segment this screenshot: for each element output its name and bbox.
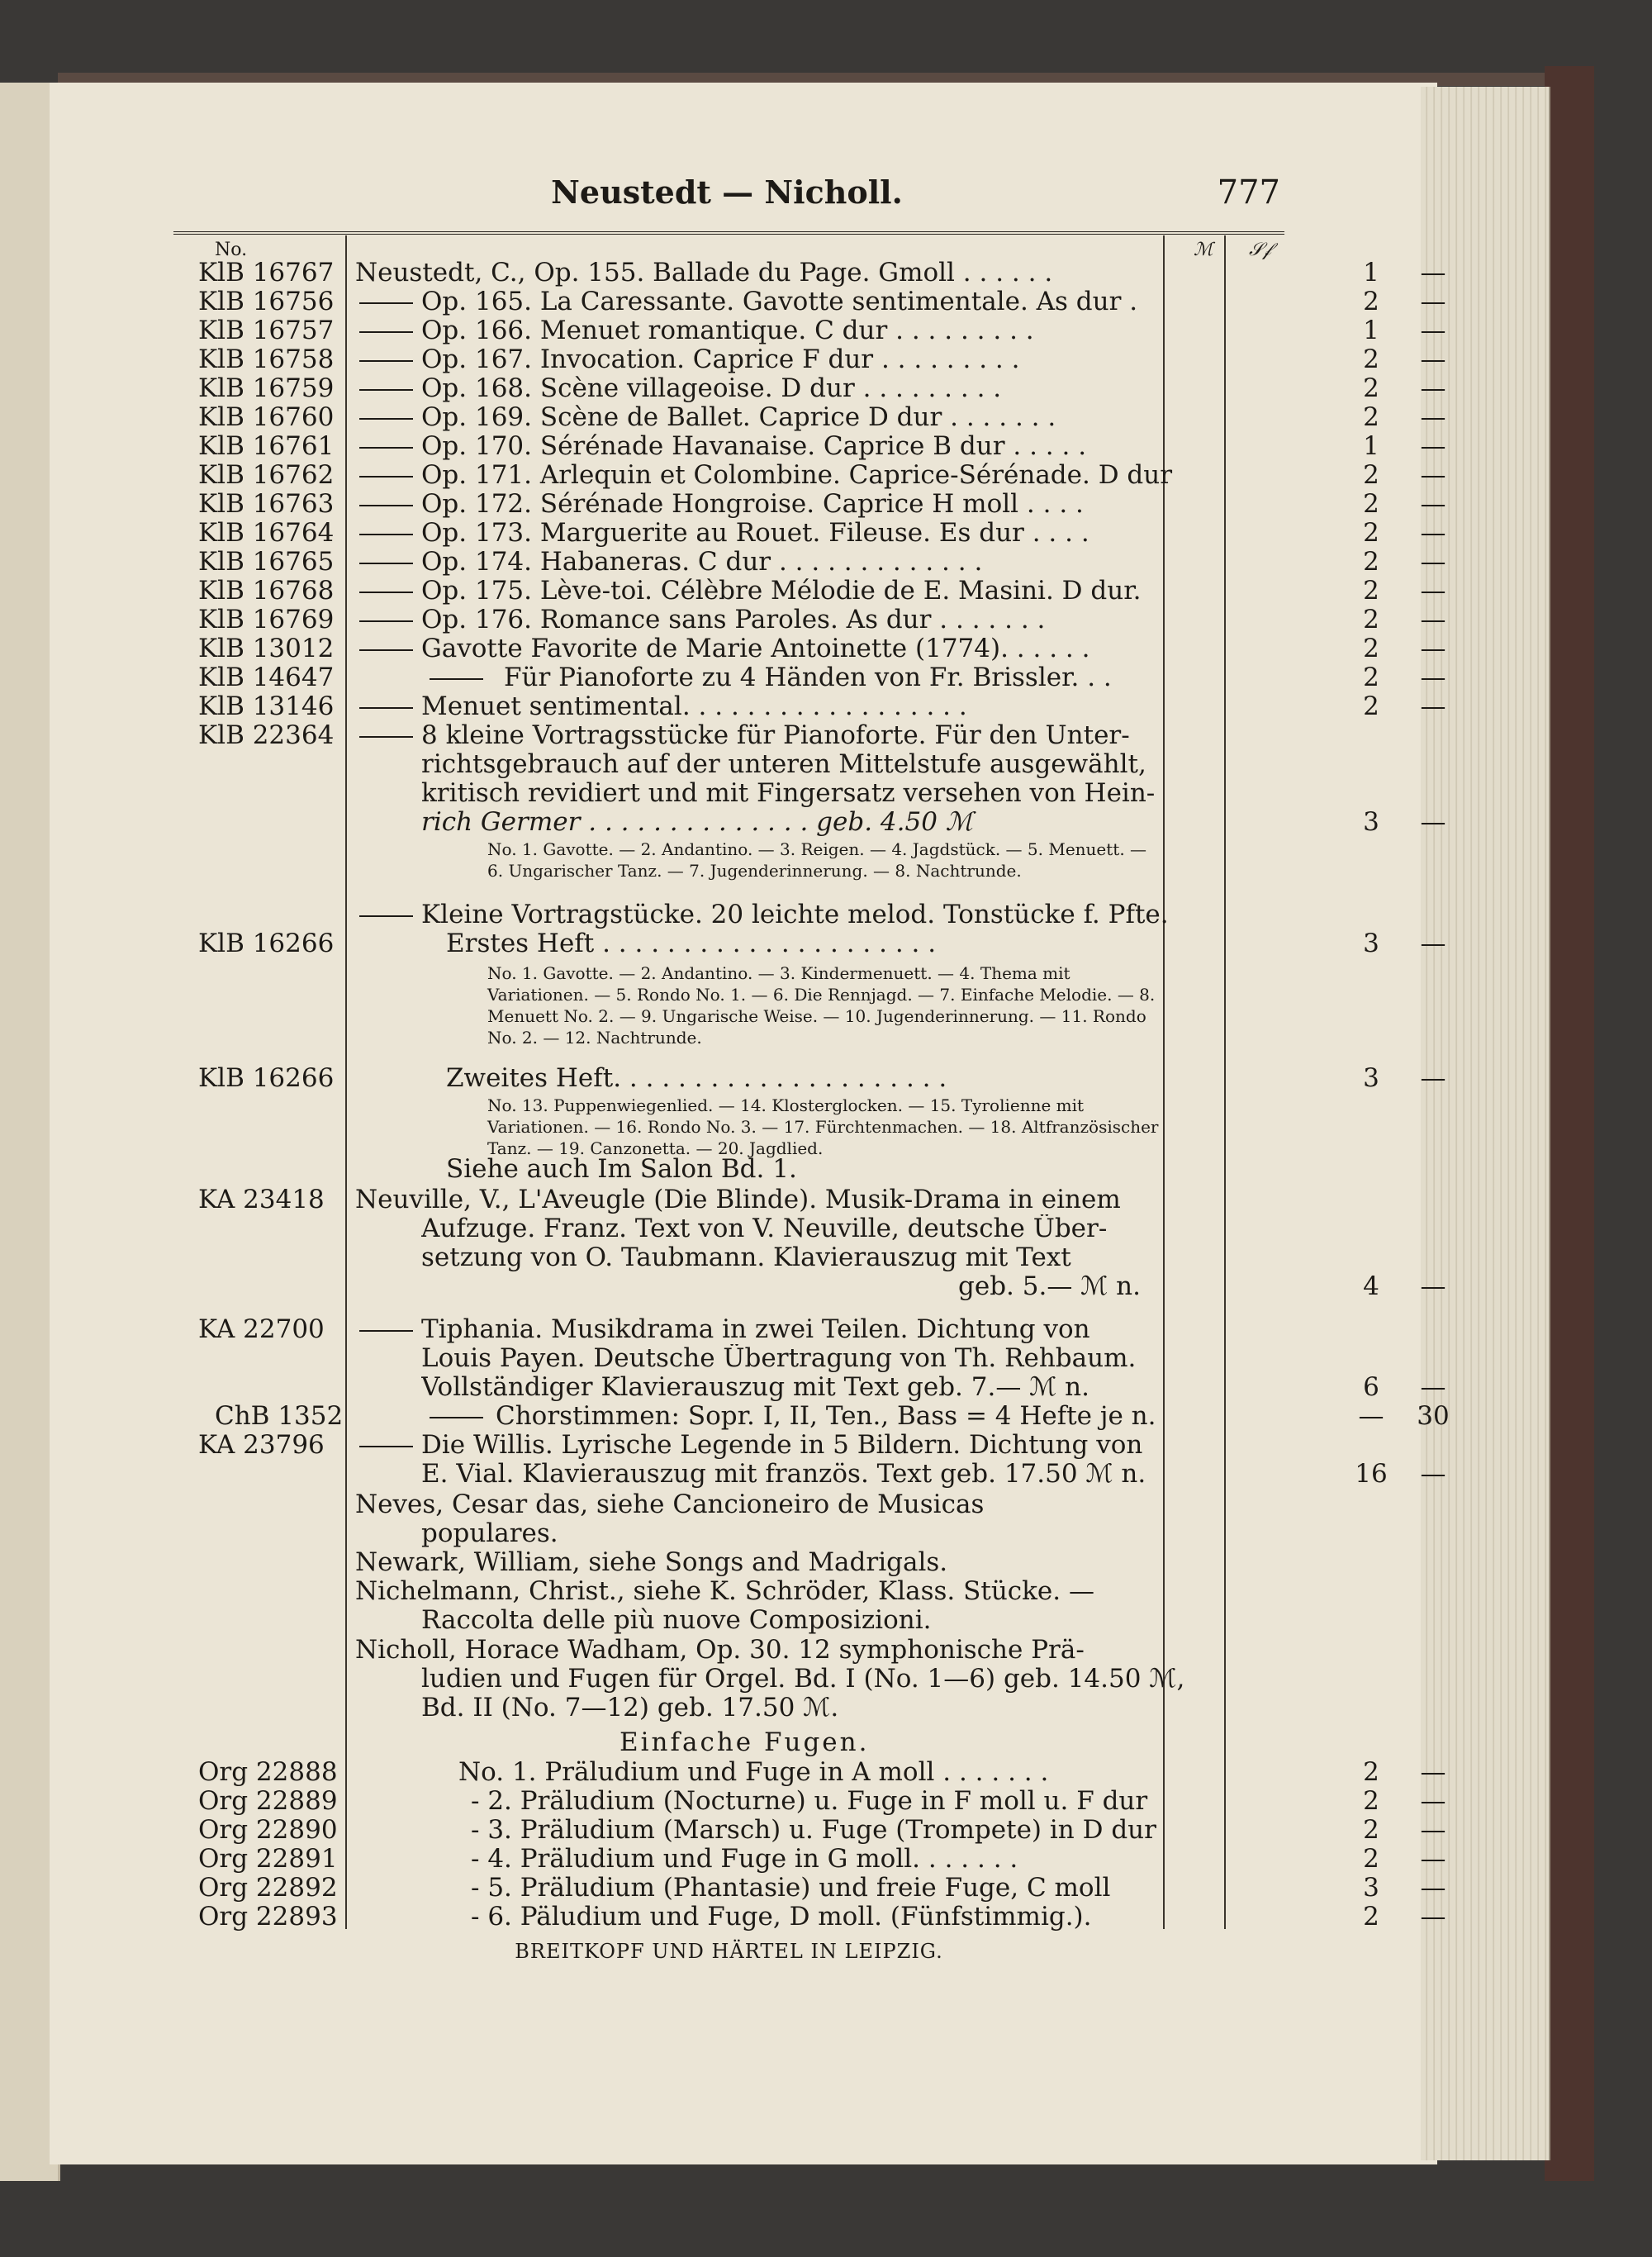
entry-text: rich Germer . . . . . . . . . . . . . . geb. 4.50 ℳ bbox=[421, 808, 973, 837]
entry-text: Op. 168. Scène villageoise. D dur . . . . . . . . . bbox=[421, 374, 1002, 403]
catalog-number: KA 22700 bbox=[198, 1314, 325, 1344]
contents-list: No. 13. Puppenwiegenlied. — 14. Klosterglocken. — 15. Tyrolienne mit Variationen. — 16. Rondo No. 3. — 17. Fürchtenmachen. — 18. Altfranzösischer Tanz. — 19. Canzonetta. — 20. Jagdlied. bbox=[487, 1095, 1159, 1158]
entry-text: No. 1. Präludium und Fuge in A moll . . . . . . . bbox=[458, 1758, 1049, 1787]
price-pf: 30 bbox=[1417, 1401, 1450, 1431]
price-pf: — bbox=[1420, 1844, 1446, 1874]
section-subhead bbox=[173, 1728, 1284, 1757]
reference-entry bbox=[173, 1490, 1284, 1519]
price-mark: 16 bbox=[1355, 1459, 1388, 1489]
entry-text: Kleine Vortragstücke. 20 leichte melod. Tonstücke f. Pfte. bbox=[421, 900, 1169, 929]
ditto-dash bbox=[359, 534, 413, 535]
catalog-row bbox=[173, 721, 1284, 750]
price-pf: — bbox=[1420, 431, 1446, 461]
price-pf: — bbox=[1420, 1786, 1446, 1816]
price-mark: 2 bbox=[1363, 373, 1379, 403]
entry-text: Die Willis. Lyrische Legende in 5 Bildern. Dichtung von bbox=[421, 1431, 1143, 1460]
price-pf: — bbox=[1420, 460, 1446, 490]
entry-text: Op. 167. Invocation. Caprice F dur . . . . . . . . . bbox=[421, 345, 1020, 374]
catalog-number: KlB 16763 bbox=[198, 489, 335, 519]
page-title: Neustedt — Nicholl. bbox=[551, 173, 903, 211]
entry-text: Siehe auch Im Salon Bd. 1. bbox=[446, 1155, 797, 1184]
entry-text: geb. 5.— ℳ n. bbox=[958, 1272, 1141, 1301]
ditto-dash bbox=[359, 620, 413, 622]
catalog-number: KlB 16768 bbox=[198, 576, 335, 606]
entry-text: Bd. II (No. 7—12) geb. 17.50 ℳ. bbox=[421, 1694, 839, 1722]
ditto-dash bbox=[430, 678, 483, 680]
entry-text: - 3. Präludium (Marsch) u. Fuge (Trompete) in D dur bbox=[471, 1816, 1156, 1845]
price-mark: 2 bbox=[1363, 663, 1379, 692]
ditto-dash bbox=[359, 389, 413, 391]
price-mark: 2 bbox=[1363, 605, 1379, 634]
price-pf: — bbox=[1420, 1372, 1446, 1402]
price-pf: — bbox=[1420, 1873, 1446, 1903]
catalog-row bbox=[173, 460, 1446, 490]
catalog-row bbox=[173, 691, 1446, 721]
entry-continuation bbox=[173, 1214, 1284, 1243]
entry-continuation bbox=[173, 750, 1284, 779]
catalog-row bbox=[173, 402, 1446, 432]
entry-text: Neves, Cesar das, siehe Cancioneiro de Musicas bbox=[355, 1490, 985, 1519]
price-mark: 2 bbox=[1363, 576, 1379, 606]
entry-text: populares. bbox=[421, 1519, 558, 1548]
price-pf: — bbox=[1420, 663, 1446, 692]
price-mark: 2 bbox=[1363, 344, 1379, 374]
price-pf: — bbox=[1420, 287, 1446, 316]
entry-text: Newark, William, siehe Songs and Madrigals. bbox=[355, 1548, 948, 1577]
price-mark: 3 bbox=[1363, 929, 1379, 958]
entry-text: Neustedt, C., Op. 155. Ballade du Page. Gmoll . . . . . . bbox=[355, 259, 1053, 287]
catalog-row bbox=[173, 344, 1446, 374]
ditto-dash bbox=[359, 302, 413, 304]
catalog-number: KlB 16765 bbox=[198, 547, 335, 577]
price-mark: 2 bbox=[1363, 691, 1379, 721]
catalog-number: Org 22892 bbox=[198, 1873, 338, 1903]
catalog-number: KlB 16762 bbox=[198, 460, 335, 490]
ditto-dash bbox=[359, 649, 413, 651]
entry-text: - 6. Päludium und Fuge, D moll. (Fünfstimmig.). bbox=[471, 1903, 1092, 1932]
catalog-row bbox=[173, 929, 1446, 958]
price-pf: — bbox=[1420, 605, 1446, 634]
entry-text: Chorstimmen: Sopr. I, II, Ten., Bass = 4 Hefte je n. bbox=[496, 1402, 1156, 1431]
catalog-number: KlB 13146 bbox=[198, 691, 335, 721]
catalog-row bbox=[173, 1063, 1446, 1093]
price-pf: — bbox=[1420, 1902, 1446, 1932]
catalog-number: KlB 16759 bbox=[198, 373, 335, 403]
catalog-number: ChB 1352 bbox=[215, 1401, 344, 1431]
entry-title bbox=[173, 900, 1284, 929]
catalog-number: KA 23418 bbox=[198, 1185, 325, 1214]
catalog-number: Org 22893 bbox=[198, 1902, 338, 1932]
header-rule bbox=[173, 231, 1284, 235]
catalog-row bbox=[173, 576, 1446, 606]
price-pf: — bbox=[1420, 1815, 1446, 1845]
price-pf: — bbox=[1420, 929, 1446, 958]
catalog-number: KlB 16756 bbox=[198, 287, 335, 316]
price-pf: — bbox=[1420, 316, 1446, 345]
entry-text: ludien und Fugen für Orgel. Bd. I (No. 1—6) geb. 14.50 ℳ, bbox=[421, 1665, 1185, 1694]
price-mark: 4 bbox=[1363, 1271, 1379, 1301]
entry-text: Op. 174. Habaneras. C dur . . . . . . . . . . . . . bbox=[421, 548, 983, 577]
price-mark: 1 bbox=[1363, 316, 1379, 345]
price-pf: — bbox=[1420, 807, 1446, 837]
entry-continuation bbox=[173, 1372, 1446, 1402]
price-pf: — bbox=[1420, 1757, 1446, 1787]
publisher-footer: BREITKOPF UND HÄRTEL IN LEIPZIG. bbox=[515, 1940, 943, 1963]
ditto-dash bbox=[359, 707, 413, 709]
entry-text: Op. 175. Lève-toi. Célèbre Mélodie de E. Masini. D dur. bbox=[421, 577, 1142, 606]
reference-entry bbox=[173, 1548, 1284, 1577]
catalog-row bbox=[173, 1431, 1284, 1460]
catalog-number: KlB 16761 bbox=[198, 431, 335, 461]
catalog-number: KlB 13012 bbox=[198, 634, 335, 663]
column-header-no: No. bbox=[215, 240, 248, 260]
price-mark: 2 bbox=[1363, 634, 1379, 663]
catalog-number: Org 22888 bbox=[198, 1757, 338, 1787]
price-mark: 3 bbox=[1363, 1063, 1379, 1093]
price-pf: — bbox=[1420, 258, 1446, 287]
ditto-dash bbox=[359, 476, 413, 478]
catalog-row bbox=[173, 605, 1446, 634]
entry-text: Einfache Fugen. bbox=[620, 1728, 870, 1757]
catalog-number: KlB 22364 bbox=[198, 720, 335, 750]
entry-text: - 2. Präludium (Nocturne) u. Fuge in F moll u. F dur bbox=[471, 1787, 1148, 1816]
catalog-row bbox=[173, 1844, 1446, 1874]
price-mark: 3 bbox=[1363, 807, 1379, 837]
entry-text: - 5. Präludium (Phantasie) und freie Fuge, C moll bbox=[471, 1874, 1111, 1903]
price-mark: 2 bbox=[1363, 1815, 1379, 1845]
price-mark: 2 bbox=[1363, 1757, 1379, 1787]
entry-text: Op. 176. Romance sans Paroles. As dur . . . . . . . bbox=[421, 606, 1046, 634]
price-mark: 2 bbox=[1363, 402, 1379, 432]
entry-text: Op. 169. Scène de Ballet. Caprice D dur . . . . . . . bbox=[421, 403, 1056, 432]
entry-text: Neuville, V., L'Aveugle (Die Blinde). Musik-Drama in einem bbox=[355, 1186, 1121, 1214]
book-cover-right bbox=[1545, 66, 1594, 2181]
catalog-number: KlB 16760 bbox=[198, 402, 335, 432]
entry-continuation bbox=[173, 1459, 1446, 1489]
price-mark: 2 bbox=[1363, 460, 1379, 490]
price-mark: 1 bbox=[1363, 258, 1379, 287]
entry-continuation bbox=[173, 1271, 1446, 1301]
catalog-number: KlB 16767 bbox=[198, 258, 335, 287]
price-pf: — bbox=[1420, 576, 1446, 606]
catalog-number: KlB 16764 bbox=[198, 518, 335, 548]
catalog-row bbox=[173, 258, 1446, 287]
entry-continuation bbox=[173, 807, 1446, 837]
entry-continuation bbox=[173, 779, 1284, 808]
ditto-dash bbox=[359, 447, 413, 449]
entry-text: Nichelmann, Christ., siehe K. Schröder, Klass. Stücke. — bbox=[355, 1577, 1094, 1606]
column-header-pf: 𝒮𝒻 bbox=[1249, 240, 1271, 260]
price-mark: 2 bbox=[1363, 1786, 1379, 1816]
catalog-row bbox=[173, 316, 1446, 345]
price-mark: 2 bbox=[1363, 1844, 1379, 1874]
entry-text: Louis Payen. Deutsche Übertragung von Th. Rehbaum. bbox=[421, 1344, 1137, 1373]
catalog-row bbox=[173, 518, 1446, 548]
price-pf: — bbox=[1420, 1459, 1446, 1489]
page-number: 777 bbox=[1217, 173, 1280, 211]
catalog-number: KlB 14647 bbox=[198, 663, 335, 692]
entry-text: Zweites Heft. . . . . . . . . . . . . . . . . . . . . bbox=[446, 1064, 947, 1093]
entry-text: E. Vial. Klavierauszug mit französ. Text geb. 17.50 ℳ n. bbox=[421, 1460, 1146, 1489]
entry-text: Gavotte Favorite de Marie Antoinette (1774). . . . . . bbox=[421, 634, 1090, 663]
entry-text: Op. 171. Arlequin et Colombine. Caprice-Sérénade. D dur bbox=[421, 461, 1173, 490]
entry-continuation bbox=[173, 1344, 1284, 1373]
ditto-dash bbox=[359, 563, 413, 564]
contents-list: No. 1. Gavotte. — 2. Andantino. — 3. Reigen. — 4. Jagdstück. — 5. Menuett. — 6. Ungarischer Tanz. — 7. Jugenderinnerung. — 8. Nachtrunde. bbox=[487, 839, 1147, 881]
entry-text: Op. 170. Sérénade Havanaise. Caprice B dur . . . . . bbox=[421, 432, 1087, 461]
catalog-row bbox=[173, 1902, 1446, 1932]
catalog-row bbox=[173, 489, 1446, 519]
contents-list: No. 1. Gavotte. — 2. Andantino. — 3. Kindermenuett. — 4. Thema mit Variationen. — 5. Rondo No. 1. — 6. Die Rennjagd. — 7. Einfache Melodie. — 8. Menuett No. 2. — 9. Ungarische Weise. — 10. Jugenderinnerung. — 11. Rondo No. 2. — 12. Nachtrunde. bbox=[487, 963, 1156, 1048]
catalog-row bbox=[173, 1186, 1284, 1214]
entry-text: Aufzuge. Franz. Text von V. Neuville, deutsche Über- bbox=[421, 1214, 1108, 1243]
catalog-number: KlB 16266 bbox=[198, 1063, 335, 1093]
entry-text: Vollständiger Klavierauszug mit Text geb. 7.— ℳ n. bbox=[421, 1373, 1089, 1402]
entry-text: Raccolta delle più nuove Composizioni. bbox=[421, 1606, 932, 1635]
catalog-number: KlB 16757 bbox=[198, 316, 335, 345]
catalog-row bbox=[173, 1815, 1446, 1845]
entry-text: Menuet sentimental. . . . . . . . . . . . . . . . . . bbox=[421, 692, 967, 721]
price-pf: — bbox=[1420, 1271, 1446, 1301]
price-pf: — bbox=[1420, 1063, 1446, 1093]
catalog-number: KlB 16266 bbox=[198, 929, 335, 958]
entry-continuation bbox=[173, 1243, 1284, 1272]
ditto-dash bbox=[359, 418, 413, 420]
catalog-row bbox=[173, 431, 1446, 461]
catalog-number: Org 22889 bbox=[198, 1786, 338, 1816]
ditto-dash bbox=[359, 360, 413, 362]
entry-text: Op. 172. Sérénade Hongroise. Caprice H moll . . . . bbox=[421, 490, 1084, 519]
entry-text: Op. 173. Marguerite au Rouet. Fileuse. Es dur . . . . bbox=[421, 519, 1089, 548]
entry-text: Op. 165. La Caressante. Gavotte sentimentale. As dur . bbox=[421, 287, 1138, 316]
price-mark: 2 bbox=[1363, 1902, 1379, 1932]
price-pf: — bbox=[1420, 402, 1446, 432]
price-pf: — bbox=[1420, 518, 1446, 548]
price-pf: — bbox=[1420, 634, 1446, 663]
reference-entry bbox=[173, 1577, 1284, 1606]
price-mark: 2 bbox=[1363, 287, 1379, 316]
price-mark: 2 bbox=[1363, 489, 1379, 519]
price-mark: — bbox=[1358, 1401, 1384, 1431]
price-mark: 1 bbox=[1363, 431, 1379, 461]
catalog-row bbox=[173, 634, 1446, 663]
reference-entry bbox=[173, 1519, 1284, 1548]
catalog-row bbox=[173, 1315, 1284, 1344]
price-mark: 6 bbox=[1363, 1372, 1379, 1402]
price-pf: — bbox=[1420, 547, 1446, 577]
catalog-number: Org 22891 bbox=[198, 1844, 338, 1874]
column-header-mark: ℳ bbox=[1194, 240, 1213, 260]
catalog-number: KlB 16769 bbox=[198, 605, 335, 634]
see-also bbox=[173, 1155, 1284, 1184]
catalog-row bbox=[173, 373, 1446, 403]
catalog-row bbox=[173, 1873, 1446, 1903]
entry-text: Op. 166. Menuet romantique. C dur . . . . . . . . . bbox=[421, 316, 1034, 345]
entry-text: 8 kleine Vortragsstücke für Pianoforte. Für den Unter- bbox=[421, 721, 1130, 750]
price-mark: 3 bbox=[1363, 1873, 1379, 1903]
entry-text: setzung von O. Taubmann. Klavierauszug mit Text bbox=[421, 1243, 1071, 1272]
entry-text: richtsgebrauch auf der unteren Mittelstufe ausgewählt, bbox=[421, 750, 1146, 779]
price-pf: — bbox=[1420, 489, 1446, 519]
price-pf: — bbox=[1420, 344, 1446, 374]
catalog-row bbox=[173, 1401, 1450, 1431]
entry-continuation bbox=[173, 1694, 1284, 1722]
catalog-row bbox=[173, 1786, 1446, 1816]
entry-continuation bbox=[173, 1665, 1284, 1694]
catalog-row bbox=[173, 1757, 1446, 1787]
ditto-dash bbox=[359, 505, 413, 506]
entry-text: Tiphania. Musikdrama in zwei Teilen. Dichtung von bbox=[421, 1315, 1090, 1344]
entry-text: kritisch revidiert und mit Fingersatz versehen von Hein- bbox=[421, 779, 1156, 808]
entry-text: Nicholl, Horace Wadham, Op. 30. 12 symphonische Prä- bbox=[355, 1636, 1085, 1665]
price-pf: — bbox=[1420, 691, 1446, 721]
reference-entry bbox=[173, 1606, 1284, 1635]
entry-text: Erstes Heft . . . . . . . . . . . . . . . . . . . . . bbox=[446, 929, 937, 958]
page-header bbox=[173, 173, 1280, 223]
catalog-number: KA 23796 bbox=[198, 1430, 325, 1460]
catalog-number: Org 22890 bbox=[198, 1815, 338, 1845]
entry-text: - 4. Präludium und Fuge in G moll. . . . . . . bbox=[471, 1845, 1018, 1874]
catalog-row bbox=[173, 287, 1446, 316]
entry-text: Für Pianoforte zu 4 Händen von Fr. Brissler. . . bbox=[504, 663, 1112, 692]
catalog-row bbox=[173, 547, 1446, 577]
catalog-number: KlB 16758 bbox=[198, 344, 335, 374]
catalog-row bbox=[173, 663, 1446, 692]
price-mark: 2 bbox=[1363, 547, 1379, 577]
ditto-dash bbox=[359, 331, 413, 333]
ditto-dash bbox=[359, 592, 413, 593]
entry-title bbox=[173, 1636, 1284, 1665]
price-pf: — bbox=[1420, 373, 1446, 403]
price-mark: 2 bbox=[1363, 518, 1379, 548]
